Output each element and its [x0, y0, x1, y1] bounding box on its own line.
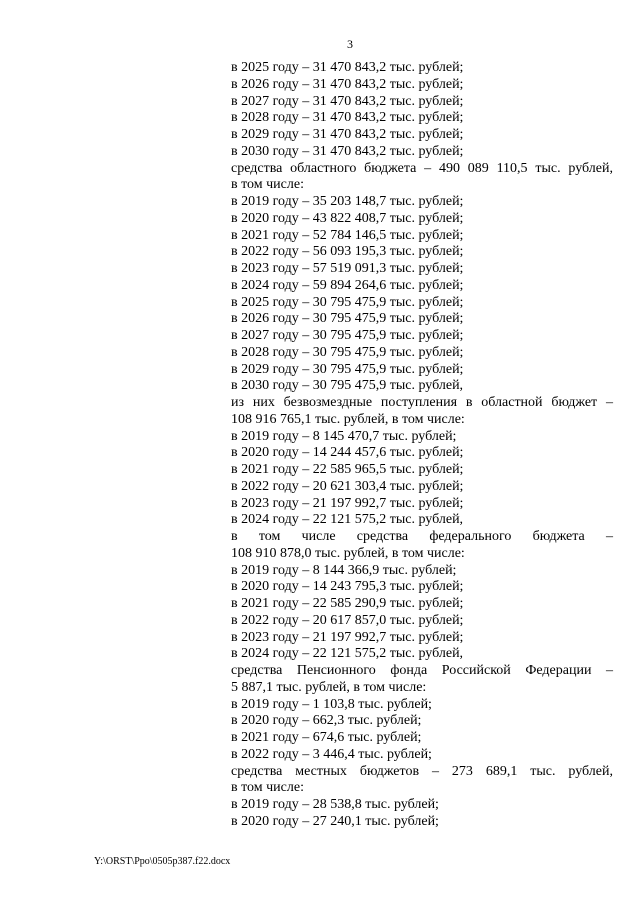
text-line: средства областного бюджета – 490 089 110,5 тыс. рублей, — [231, 160, 613, 176]
document-body — [231, 60, 613, 831]
text-line: в 2022 году – 3 446,4 тыс. рублей; — [231, 746, 432, 762]
text-line: из них безвозмездные поступления в областной бюджет – — [231, 395, 613, 410]
text-line: в 2030 году – 30 795 475,9 тыс. рублей, — [231, 378, 464, 394]
text-line: в 2020 году – 14 243 795,3 тыс. рублей; — [231, 579, 464, 595]
text-line: в том числе средства федерального бюджета – — [231, 529, 613, 544]
text-line: 108 910 878,0 тыс. рублей, в том числе: — [231, 545, 465, 561]
text-line: в 2024 году – 22 121 575,2 тыс. рублей, — [231, 646, 464, 662]
text-line: в 2022 году – 20 617 857,0 тыс. рублей; — [231, 612, 464, 628]
page-number: 3 — [347, 37, 353, 51]
text-line: в 2025 году – 31 470 843,2 тыс. рублей; — [231, 60, 464, 75]
text-line: в 2019 году – 1 103,8 тыс. рублей; — [231, 696, 432, 712]
text-line: в 2028 году – 30 795 475,9 тыс. рублей; — [231, 344, 464, 360]
text-line: 5 887,1 тыс. рублей, в том числе: — [231, 679, 427, 695]
text-line: в 2020 году – 43 822 408,7 тыс. рублей; — [231, 210, 464, 226]
footer-file-path: Y:\ORST\Ppo\0505p387.f22.docx — [94, 856, 231, 867]
text-line: в 2020 году – 662,3 тыс. рублей; — [231, 713, 422, 729]
text-line: в 2029 году – 30 795 475,9 тыс. рублей; — [231, 361, 464, 377]
text-line: в 2026 году – 31 470 843,2 тыс. рублей; — [231, 76, 464, 92]
text-line: в 2028 году – 31 470 843,2 тыс. рублей; — [231, 110, 464, 126]
text-line: в 2021 году – 22 585 290,9 тыс. рублей; — [231, 596, 464, 611]
text-line: в 2025 году – 30 795 475,9 тыс. рублей; — [231, 294, 464, 310]
text-line: в 2021 году – 22 585 965,5 тыс. рублей; — [231, 462, 464, 477]
text-line: в 2021 году – 674,6 тыс. рублей; — [231, 730, 422, 745]
text-line: в 2027 году – 31 470 843,2 тыс. рублей; — [231, 93, 464, 109]
text-line: в 2023 году – 57 519 091,3 тыс. рублей; — [231, 261, 464, 276]
text-line: 108 916 765,1 тыс. рублей, в том числе: — [231, 411, 465, 427]
text-line: в 2019 году – 35 203 148,7 тыс. рублей; — [231, 194, 464, 209]
text-line: в 2020 году – 27 240,1 тыс. рублей; — [231, 813, 439, 829]
text-line: в 2029 году – 31 470 843,2 тыс. рублей; — [231, 127, 464, 142]
text-line: в 2024 году – 22 121 575,2 тыс. рублей, — [231, 512, 464, 528]
text-line: в 2027 году – 30 795 475,9 тыс. рублей; — [231, 328, 464, 343]
text-line: в 2019 году – 8 145 470,7 тыс. рублей; — [231, 428, 457, 444]
text-line: в том числе: — [231, 177, 304, 193]
text-line: средства Пенсионного фонда Российской Федерации – — [231, 663, 613, 678]
text-line: в 2020 году – 14 244 457,6 тыс. рублей; — [231, 445, 464, 461]
text-line: в 2030 году – 31 470 843,2 тыс. рублей; — [231, 143, 464, 159]
text-line: в 2023 году – 21 197 992,7 тыс. рублей; — [231, 629, 464, 645]
text-line: в том числе: — [231, 780, 304, 796]
text-line: в 2019 году – 8 144 366,9 тыс. рублей; — [231, 562, 457, 578]
text-line: в 2022 году – 20 621 303,4 тыс. рублей; — [231, 478, 464, 494]
text-line: в 2024 году – 59 894 264,6 тыс. рублей; — [231, 277, 464, 293]
text-line: средства местных бюджетов – 273 689,1 тыс. рублей, — [231, 763, 613, 779]
text-line: в 2019 году – 28 538,8 тыс. рублей; — [231, 797, 439, 812]
text-line: в 2026 году – 30 795 475,9 тыс. рублей; — [231, 311, 464, 327]
text-line: в 2022 году – 56 093 195,3 тыс. рублей; — [231, 244, 464, 260]
text-line: в 2021 году – 52 784 146,5 тыс. рублей; — [231, 227, 464, 243]
text-line: в 2023 году – 21 197 992,7 тыс. рублей; — [231, 495, 464, 511]
